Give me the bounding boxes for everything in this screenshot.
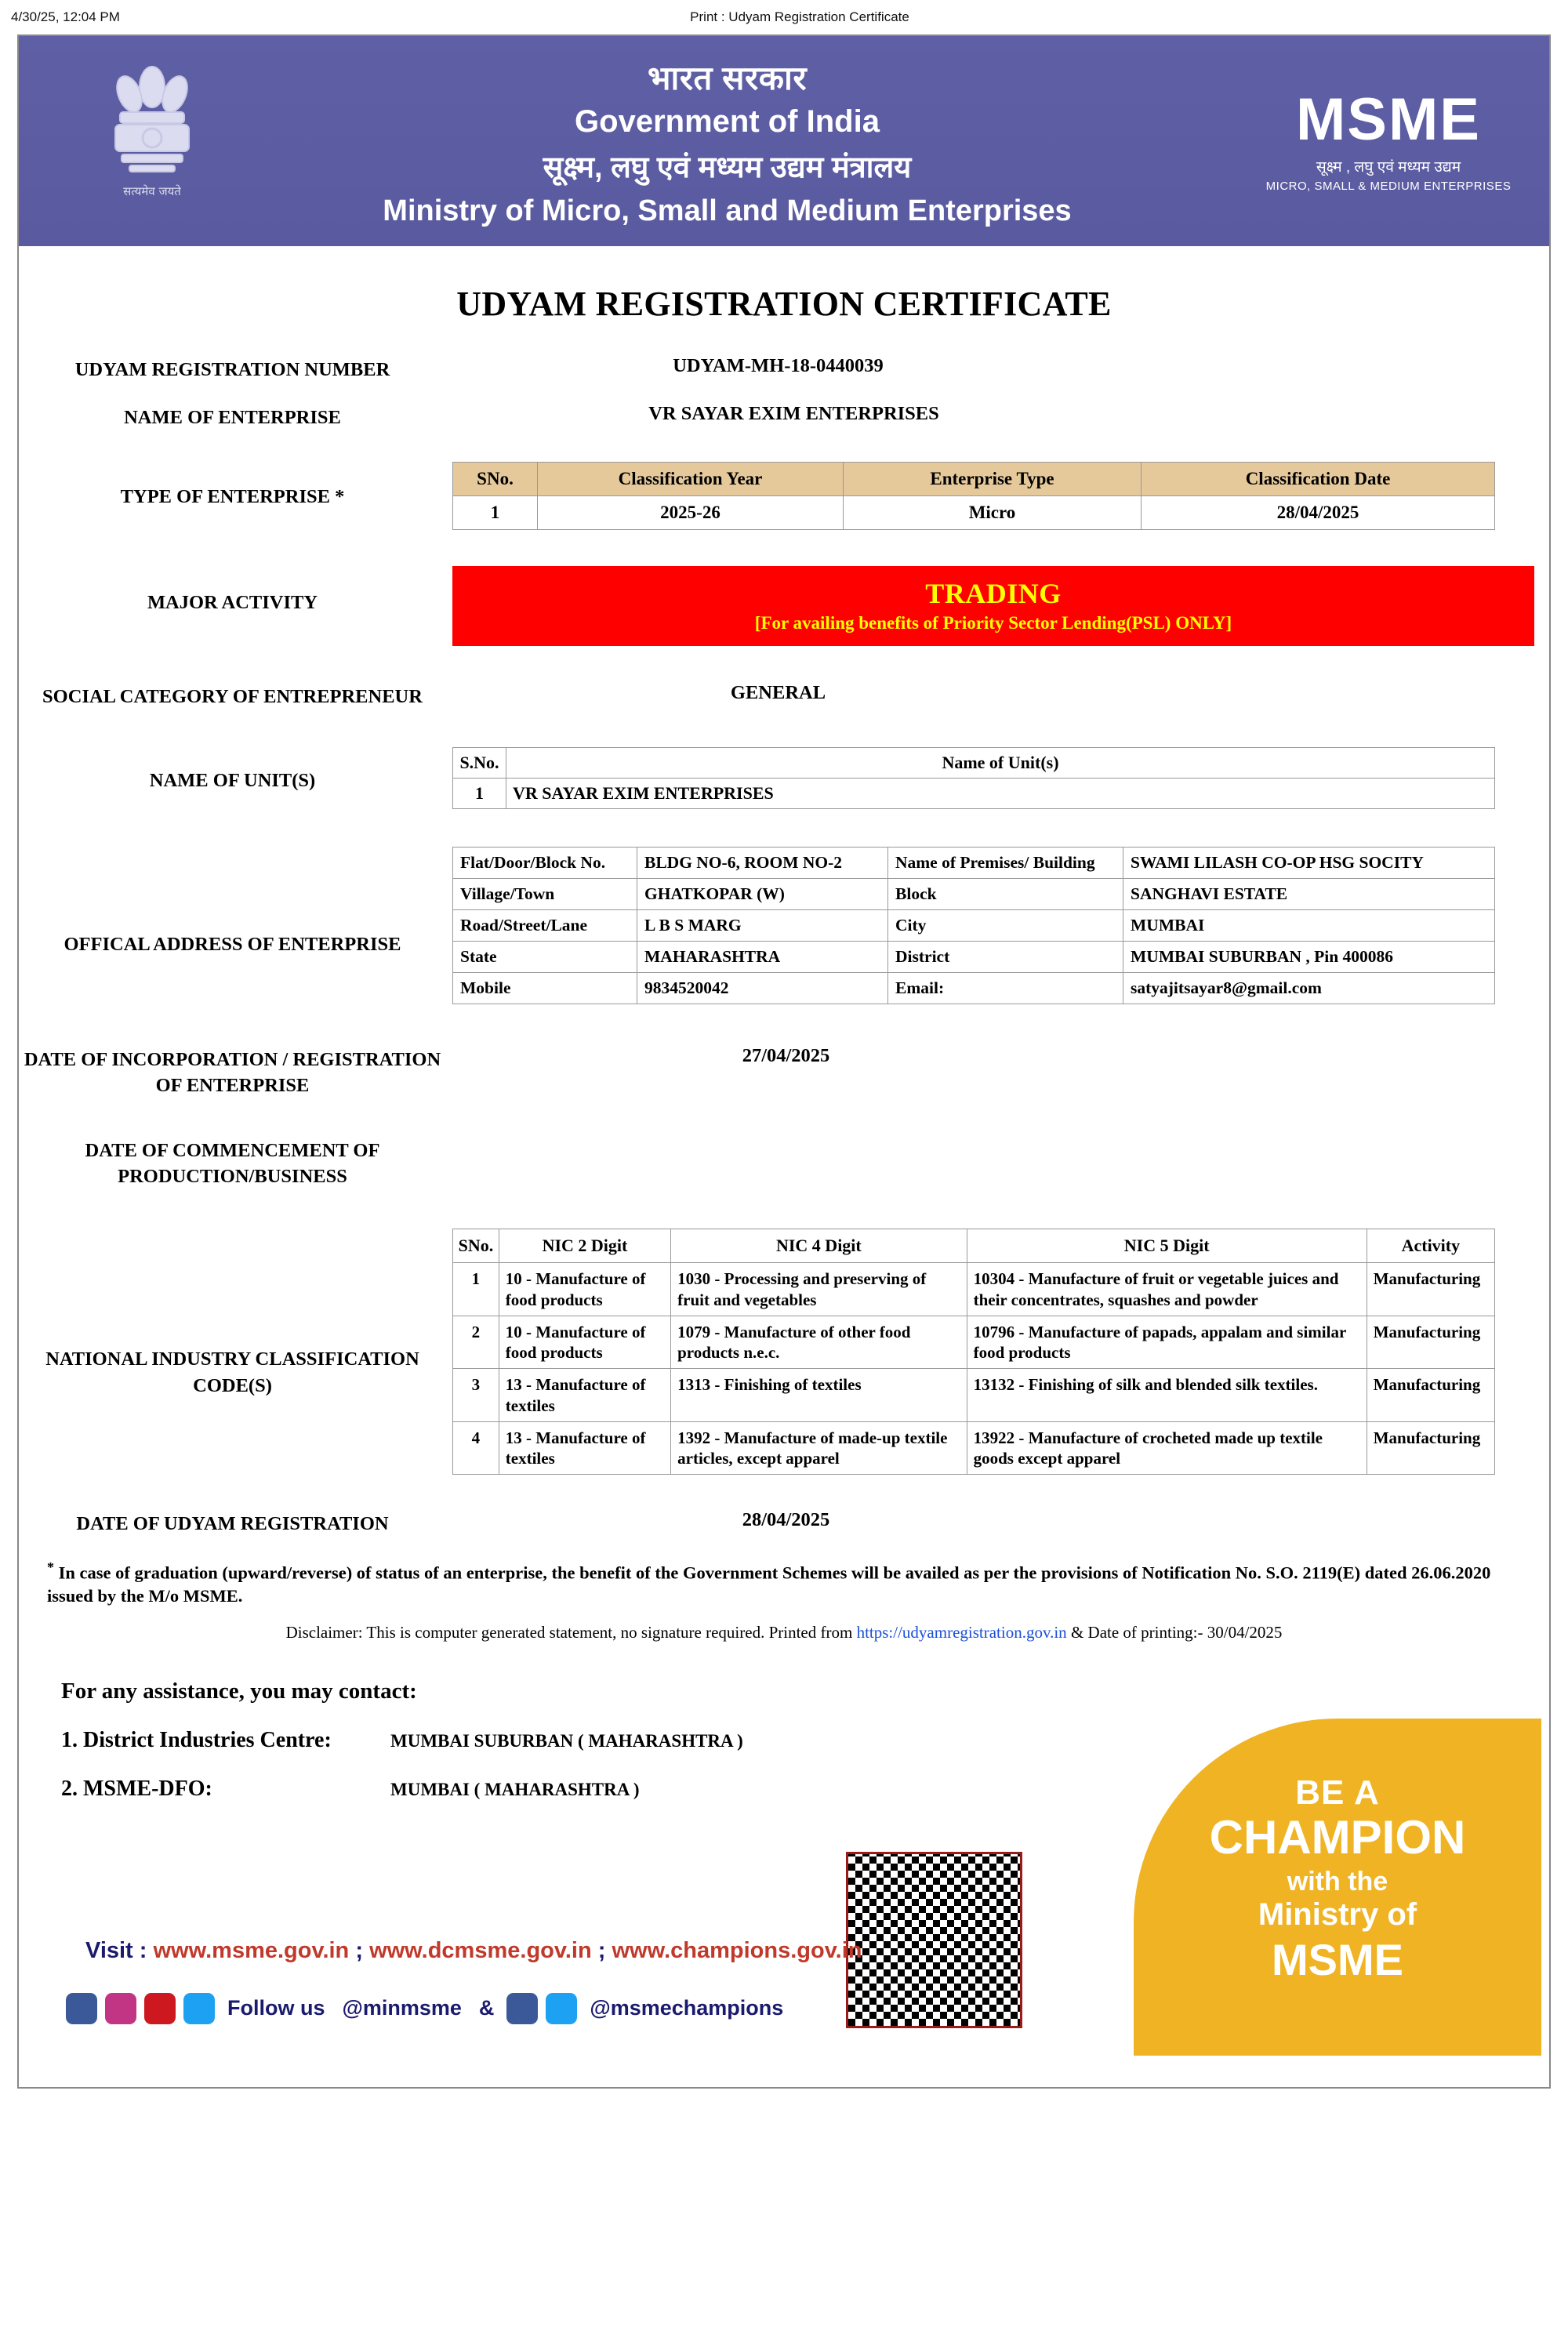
table-row (453, 973, 1495, 1004)
td-nic-4digit: 1313 - Finishing of textiles (671, 1369, 967, 1422)
row-enterprise-name (19, 403, 1549, 430)
addr-val-city: MUMBAI (1123, 910, 1495, 942)
contact-label: 1. District Industries Centre: (61, 1727, 332, 1752)
champion-line-1: BE A (1295, 1773, 1380, 1812)
handle-msmechampions[interactable]: @msmechampions (590, 1996, 784, 2020)
th-nic-4digit: NIC 4 Digit (671, 1229, 967, 1263)
table-row (453, 942, 1495, 973)
table-row (453, 1316, 1495, 1369)
th-enterprise-type: Enterprise Type (844, 463, 1142, 496)
address-table-wrap (446, 847, 1549, 1004)
label-type-of-enterprise (19, 462, 446, 510)
value-date-incorporation: 27/04/2025 (742, 1045, 830, 1067)
td-unit-name: VR SAYAR EXIM ENTERPRISES (506, 779, 1495, 809)
addr-key-state: State (453, 942, 637, 973)
table-row (453, 1421, 1495, 1475)
addr-key-email: Email: (888, 973, 1123, 1004)
disclaimer (50, 1623, 1518, 1642)
handle-minmsme[interactable]: @minmsme (342, 1996, 462, 2020)
table-row (453, 848, 1495, 879)
facebook-icon-2[interactable] (506, 1993, 538, 2024)
row-official-address (19, 847, 1549, 1004)
major-activity-wrap (446, 566, 1549, 646)
government-banner (19, 36, 1549, 248)
value-urn: UDYAM-MH-18-0440039 (673, 355, 884, 376)
label-date-incorporation: DATE OF INCORPORATION / REGISTRATION OF ENTERPRISE (24, 1049, 441, 1097)
td-nic-4digit: 1030 - Processing and preserving of fruit and vegetables (671, 1263, 967, 1316)
twitter-icon[interactable] (183, 1993, 215, 2024)
addr-val-road: L B S MARG (637, 910, 888, 942)
print-datetime: 4/30/25, 12:04 PM (11, 9, 120, 24)
td-nic-5digit: 13922 - Manufacture of crocheted made up textile goods except apparel (967, 1421, 1367, 1475)
print-header (0, 0, 1568, 34)
label-name-of-units: NAME OF UNIT(S) (149, 770, 316, 792)
row-date-udyam-registration (19, 1509, 1549, 1537)
type-of-enterprise-table-wrap (446, 462, 1549, 530)
addr-key-city: City (888, 910, 1123, 942)
td-nic-sno: 3 (453, 1369, 499, 1422)
table-header-row (453, 748, 1495, 779)
contact-label: 2. MSME-DFO: (61, 1776, 212, 1801)
msme-logo (1259, 85, 1518, 193)
td-nic-2digit: 13 - Manufacture of textiles (499, 1421, 670, 1475)
follow-us-label: Follow us (227, 1996, 325, 2020)
footnote-asterisk: * (47, 1559, 54, 1575)
table-header-row (453, 1229, 1495, 1263)
udyam-portal-link[interactable]: https://udyamregistration.gov.in (856, 1622, 1067, 1642)
label-urn: UDYAM REGISTRATION NUMBER (74, 359, 390, 380)
visit-prefix: Visit : (85, 1937, 154, 1963)
addr-val-state: MAHARASHTRA (637, 942, 888, 973)
addr-val-district: MUMBAI SUBURBAN , Pin 400086 (1123, 942, 1495, 973)
print-title: Print : Udyam Registration Certificate (690, 9, 909, 24)
value-social-category: GENERAL (730, 682, 826, 704)
table-row (453, 1369, 1495, 1422)
banner-line-hindi-ministry: सूक्ष्म, लघु एवं मध्यम उद्यम मंत्रालय (543, 151, 912, 184)
label-type-of-enterprise-text: TYPE OF ENTERPRISE (120, 486, 330, 508)
row-nic-codes (19, 1229, 1549, 1475)
th-nic-2digit: NIC 2 Digit (499, 1229, 670, 1263)
table-row (453, 779, 1495, 809)
nic-table-wrap (446, 1229, 1549, 1475)
disclaimer-post: & Date of printing:- 30/04/2025 (1066, 1622, 1283, 1642)
site-link-msme[interactable]: www.msme.gov.in (153, 1937, 350, 1963)
msme-logo-sub-english: MICRO, SMALL & MEDIUM ENTERPRISES (1265, 179, 1512, 193)
label-official-address: OFFICAL ADDRESS OF ENTERPRISE (64, 934, 401, 956)
label-major-activity: MAJOR ACTIVITY (147, 592, 318, 614)
banner-line-ministry: Ministry of Micro, Small and Medium Enterprises (383, 194, 1072, 227)
nic-table (452, 1229, 1495, 1475)
table-row (453, 1263, 1495, 1316)
td-nic-sno: 4 (453, 1421, 499, 1475)
td-sno: 1 (453, 496, 538, 530)
td-classification-date: 28/04/2025 (1142, 496, 1495, 530)
th-nic-5digit: NIC 5 Digit (967, 1229, 1367, 1263)
major-activity-banner (452, 566, 1534, 646)
type-of-enterprise-table (452, 462, 1495, 530)
td-nic-2digit: 13 - Manufacture of textiles (499, 1369, 670, 1422)
addr-val-village: GHATKOPAR (W) (637, 879, 888, 910)
banner-line-hindi-gov: भारत सरकार (647, 59, 808, 96)
row-major-activity (19, 566, 1549, 646)
addr-val-mobile: 9834520042 (637, 973, 888, 1004)
addr-key-premises: Name of Premises/ Building (888, 848, 1123, 879)
twitter-icon-2[interactable] (546, 1993, 577, 2024)
qr-code (846, 1852, 1022, 2028)
td-nic-5digit: 10304 - Manufacture of fruit or vegetable juices and their concentrates, squashes and powder (967, 1263, 1367, 1316)
asterisk-marker: * (329, 486, 345, 508)
champion-line-3: with the (1287, 1866, 1388, 1896)
label-nic-codes: NATIONAL INDUSTRY CLASSIFICATION CODE(S) (45, 1348, 419, 1396)
th-classification-year: Classification Year (538, 463, 844, 496)
td-enterprise-type: Micro (844, 496, 1142, 530)
assistance-heading: For any assistance, you may contact: (61, 1678, 417, 1704)
banner-text (195, 55, 1259, 228)
th-nic-activity: Activity (1367, 1229, 1494, 1263)
addr-val-block: SANGHAVI ESTATE (1123, 879, 1495, 910)
champion-line-2: CHAMPION (1209, 1810, 1466, 1864)
table-row (453, 879, 1495, 910)
table-row (453, 910, 1495, 942)
addr-key-block: Block (888, 879, 1123, 910)
row-social-category (19, 682, 1549, 710)
msme-logo-mark: MSME (1296, 85, 1481, 153)
major-activity-note: [For availing benefits of Priority Sector Lending(PSL) ONLY] (754, 613, 1232, 633)
ampersand: & (478, 1996, 495, 2020)
facebook-icon[interactable] (66, 1993, 97, 2024)
addr-val-premises: SWAMI LILASH CO-OP HSG SOCITY (1123, 848, 1495, 879)
label-date-commencement: DATE OF COMMENCEMENT OF PRODUCTION/BUSINESS (85, 1140, 380, 1188)
addr-key-mobile: Mobile (453, 973, 637, 1004)
svg-text:सत्यमेव जयते: सत्यमेव जयते (123, 183, 181, 198)
footnote (47, 1558, 1526, 1609)
disclaimer-pre: Disclaimer: This is computer generated statement, no signature required. Printed from (285, 1622, 857, 1642)
th-unit-name: Name of Unit(s) (506, 748, 1495, 779)
td-nic-4digit: 1392 - Manufacture of made-up textile articles, except apparel (671, 1421, 967, 1475)
addr-key-village: Village/Town (453, 879, 637, 910)
label-enterprise-name: NAME OF ENTERPRISE (124, 407, 341, 429)
contact-value: MUMBAI SUBURBAN ( MAHARASHTRA ) (390, 1730, 743, 1751)
address-table (452, 847, 1495, 1004)
value-enterprise-name: VR SAYAR EXIM ENTERPRISES (648, 403, 939, 425)
page-title: UDYAM REGISTRATION CERTIFICATE (456, 285, 1112, 323)
instagram-icon[interactable] (105, 1993, 136, 2024)
site-link-dcmsme[interactable]: www.dcmsme.gov.in (369, 1937, 592, 1963)
addr-key-road: Road/Street/Lane (453, 910, 637, 942)
social-links (66, 1993, 788, 2024)
td-nic-sno: 1 (453, 1263, 499, 1316)
row-date-commencement (19, 1136, 1549, 1189)
visit-links: Visit : www.msme.gov.in ; www.dcmsme.gov.in ; www.champions.gov.in (85, 1937, 862, 1963)
footnote-text: In case of graduation (upward/reverse) of status of an enterprise, the benefit of the Government Schemes will be availed as per the provisions of Notification No. S.O. 2119(E) dated 26.06.2020 issued by the M/o MSME. (47, 1563, 1491, 1606)
certificate-body (17, 34, 1551, 2089)
th-nic-sno: SNo. (453, 1229, 499, 1263)
banner-line-gov-of-india: Government of India (575, 103, 880, 139)
th-classification-date: Classification Date (1142, 463, 1495, 496)
contact-value: MUMBAI ( MAHARASHTRA ) (390, 1779, 640, 1799)
youtube-icon[interactable] (144, 1993, 176, 2024)
row-type-of-enterprise (19, 462, 1549, 530)
label-date-udyam-registration: DATE OF UDYAM REGISTRATION (76, 1513, 389, 1535)
units-table-wrap (446, 747, 1549, 809)
td-nic-2digit: 10 - Manufacture of food products (499, 1263, 670, 1316)
td-nic-activity: Manufacturing (1367, 1421, 1494, 1475)
th-unit-sno: S.No. (453, 748, 506, 779)
td-nic-2digit: 10 - Manufacture of food products (499, 1316, 670, 1369)
addr-val-flat: BLDG NO-6, ROOM NO-2 (637, 848, 888, 879)
msme-logo-sub-hindi: सूक्ष्म , लघु एवं मध्यम उद्यम (1316, 158, 1461, 176)
major-activity-value: TRADING (925, 578, 1062, 610)
td-nic-5digit: 10796 - Manufacture of papads, appalam and similar food products (967, 1316, 1367, 1369)
td-nic-5digit: 13132 - Finishing of silk and blended silk textiles. (967, 1369, 1367, 1422)
row-name-of-units (19, 747, 1549, 809)
td-nic-4digit: 1079 - Manufacture of other food products n.e.c. (671, 1316, 967, 1369)
units-table (452, 747, 1495, 809)
champion-line-5: MSME (1272, 1934, 1403, 1984)
td-nic-sno: 2 (453, 1316, 499, 1369)
table-header-row (453, 463, 1495, 496)
addr-key-district: District (888, 942, 1123, 973)
addr-key-flat: Flat/Door/Block No. (453, 848, 637, 879)
td-classification-year: 2025-26 (538, 496, 844, 530)
td-nic-activity: Manufacturing (1367, 1369, 1494, 1422)
table-row (453, 496, 1495, 530)
addr-val-email: satyajitsayar8@gmail.com (1123, 973, 1495, 1004)
td-nic-activity: Manufacturing (1367, 1263, 1494, 1316)
label-social-category: SOCIAL CATEGORY OF ENTREPRENEUR (42, 686, 423, 708)
td-nic-activity: Manufacturing (1367, 1316, 1494, 1369)
row-date-incorporation (19, 1045, 1549, 1098)
be-a-champion-badge (1134, 1719, 1541, 2056)
champion-line-4: Ministry of (1258, 1896, 1417, 1932)
site-link-champions[interactable]: www.champions.gov.in (612, 1937, 862, 1963)
th-sno: SNo. (453, 463, 538, 496)
td-unit-sno: 1 (453, 779, 506, 809)
row-udyam-registration-number (19, 355, 1549, 383)
value-date-udyam-registration: 28/04/2025 (742, 1509, 830, 1531)
